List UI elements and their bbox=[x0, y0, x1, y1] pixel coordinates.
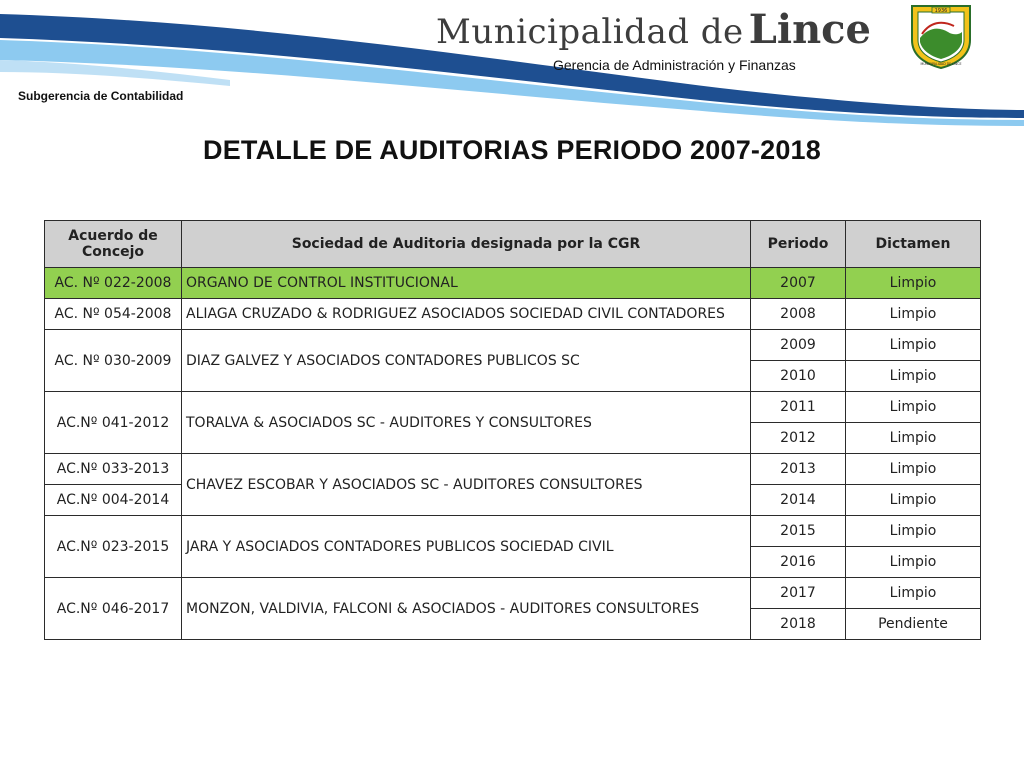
cell-sociedad: CHAVEZ ESCOBAR Y ASOCIADOS SC - AUDITORES CONSULTORES bbox=[182, 454, 751, 516]
crest-caption: MUNICIPALIDAD DE LINCE bbox=[920, 62, 962, 66]
cell-periodo: 2010 bbox=[751, 361, 846, 392]
header-dictamen: Dictamen bbox=[846, 221, 981, 268]
cell-periodo: 2015 bbox=[751, 516, 846, 547]
crest-year: 1936 bbox=[934, 8, 948, 14]
cell-periodo: 2014 bbox=[751, 485, 846, 516]
table-row bbox=[45, 330, 981, 361]
table-row bbox=[45, 392, 981, 423]
cell-acuerdo: AC.Nº 023-2015 bbox=[45, 516, 182, 578]
cell-periodo: 2008 bbox=[751, 299, 846, 330]
cell-acuerdo: AC. Nº 030-2009 bbox=[45, 330, 182, 392]
cell-dictamen: Limpio bbox=[846, 330, 981, 361]
municipal-crest-icon bbox=[908, 2, 974, 70]
cell-periodo: 2013 bbox=[751, 454, 846, 485]
cell-dictamen: Pendiente bbox=[846, 609, 981, 640]
cell-sociedad: TORALVA & ASOCIADOS SC - AUDITORES Y CONSULTORES bbox=[182, 392, 751, 454]
cell-acuerdo: AC. Nº 054-2008 bbox=[45, 299, 182, 330]
table-row bbox=[45, 578, 981, 609]
cell-acuerdo: AC.Nº 004-2014 bbox=[45, 485, 182, 516]
cell-sociedad: ORGANO DE CONTROL INSTITUCIONAL bbox=[182, 268, 751, 299]
header-sociedad: Sociedad de Auditoria designada por la CGR bbox=[182, 221, 751, 268]
cell-periodo: 2018 bbox=[751, 609, 846, 640]
municipality-title-prefix: Municipalidad de bbox=[436, 12, 744, 52]
cell-sociedad: ALIAGA CRUZADO & RODRIGUEZ ASOCIADOS SOCIEDAD CIVIL CONTADORES bbox=[182, 299, 751, 330]
cell-periodo: 2009 bbox=[751, 330, 846, 361]
header-acuerdo-line2: Concejo bbox=[81, 244, 145, 260]
table-row bbox=[45, 299, 981, 330]
header-acuerdo bbox=[45, 221, 182, 268]
cell-dictamen: Limpio bbox=[846, 299, 981, 330]
cell-dictamen: Limpio bbox=[846, 423, 981, 454]
cell-dictamen: Limpio bbox=[846, 268, 981, 299]
cell-acuerdo: AC. Nº 022-2008 bbox=[45, 268, 182, 299]
cell-periodo: 2012 bbox=[751, 423, 846, 454]
table-row bbox=[45, 268, 981, 299]
table-row bbox=[45, 454, 981, 485]
municipality-title-name: Lince bbox=[748, 6, 871, 53]
cell-periodo: 2017 bbox=[751, 578, 846, 609]
audit-table bbox=[44, 220, 981, 640]
cell-dictamen: Limpio bbox=[846, 454, 981, 485]
cell-dictamen: Limpio bbox=[846, 485, 981, 516]
table-row bbox=[45, 516, 981, 547]
cell-sociedad: DIAZ GALVEZ Y ASOCIADOS CONTADORES PUBLICOS SC bbox=[182, 330, 751, 392]
cell-sociedad: JARA Y ASOCIADOS CONTADORES PUBLICOS SOCIEDAD CIVIL bbox=[182, 516, 751, 578]
cell-dictamen: Limpio bbox=[846, 547, 981, 578]
department-label: Gerencia de Administración y Finanzas bbox=[553, 57, 796, 73]
subdepartment-label: Subgerencia de Contabilidad bbox=[18, 89, 184, 103]
page-title: DETALLE DE AUDITORIAS PERIODO 2007-2018 bbox=[203, 135, 821, 165]
cell-periodo: 2011 bbox=[751, 392, 846, 423]
municipality-title bbox=[436, 6, 871, 53]
cell-acuerdo: AC.Nº 033-2013 bbox=[45, 454, 182, 485]
cell-sociedad: MONZON, VALDIVIA, FALCONI & ASOCIADOS - AUDITORES CONSULTORES bbox=[182, 578, 751, 640]
cell-periodo: 2007 bbox=[751, 268, 846, 299]
cell-dictamen: Limpio bbox=[846, 392, 981, 423]
cell-acuerdo: AC.Nº 046-2017 bbox=[45, 578, 182, 640]
header-periodo: Periodo bbox=[751, 221, 846, 268]
cell-dictamen: Limpio bbox=[846, 578, 981, 609]
cell-dictamen: Limpio bbox=[846, 361, 981, 392]
table-header-row bbox=[45, 221, 981, 268]
cell-dictamen: Limpio bbox=[846, 516, 981, 547]
cell-acuerdo: AC.Nº 041-2012 bbox=[45, 392, 182, 454]
cell-periodo: 2016 bbox=[751, 547, 846, 578]
header-acuerdo-line1: Acuerdo de bbox=[68, 228, 158, 244]
